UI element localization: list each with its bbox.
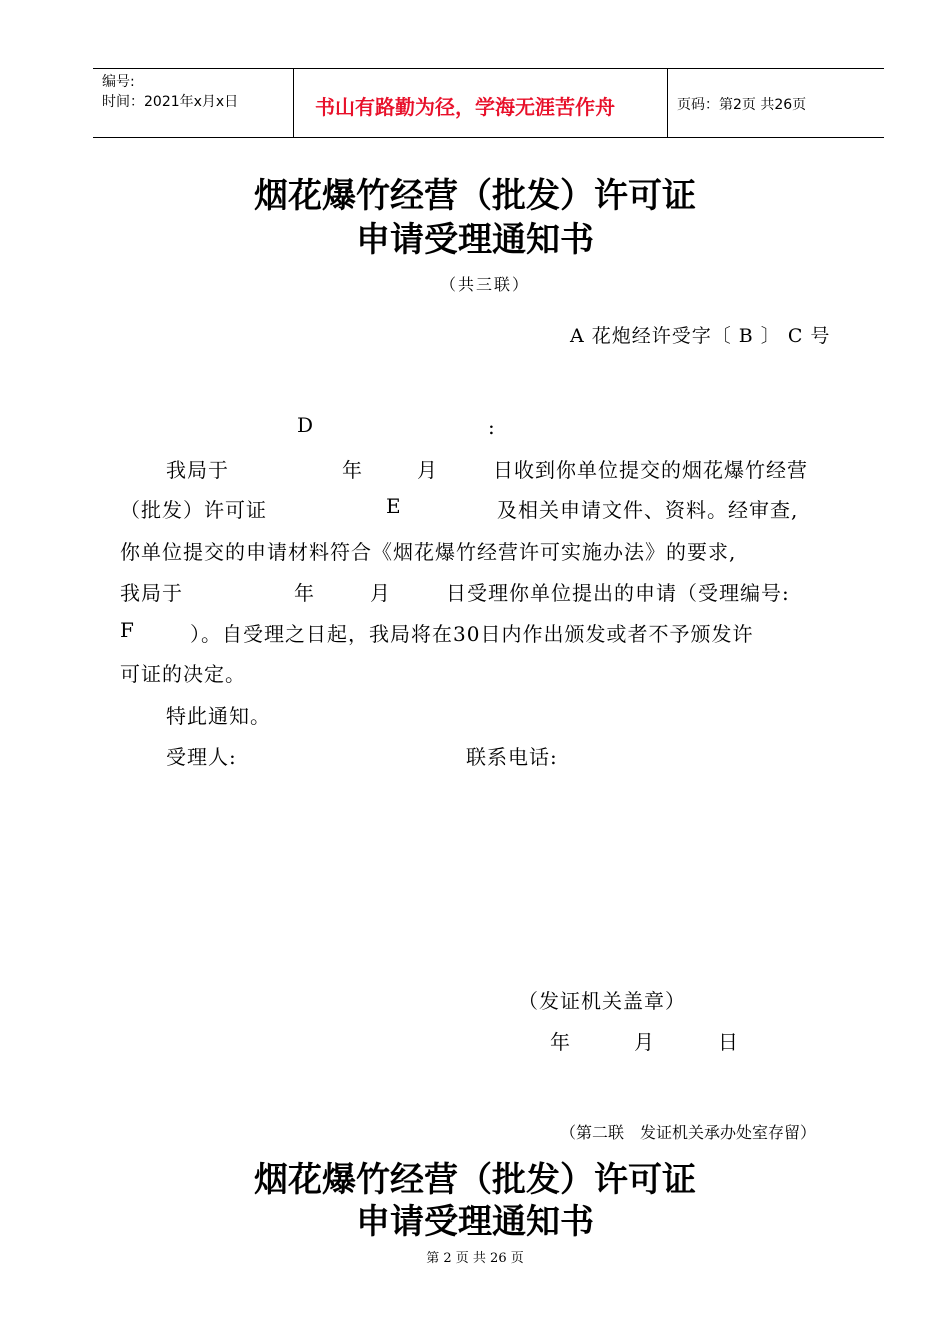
year-label: 年 <box>342 458 363 482</box>
copies-note: （共三联） <box>440 275 531 294</box>
serial-label: 编号: <box>102 74 135 90</box>
addressee-colon: : <box>488 415 496 439</box>
notice-title-line1: 烟花爆竹经营（批发）许可证 <box>254 176 696 216</box>
copy-note: （第二联 发证机关承办处室存留） <box>560 1123 817 1142</box>
addressee-placeholder: D <box>297 413 315 437</box>
paragraph-text: 可证的决定。 <box>120 662 246 686</box>
sign-month: 月 <box>634 1030 655 1054</box>
notice2-title-line2: 申请受理通知书 <box>356 1202 594 1242</box>
paragraph-text: 你单位提交的申请材料符合《烟花爆竹经营许可实施办法》的要求, <box>120 540 737 564</box>
sign-day: 日 <box>718 1030 739 1054</box>
motto: 书山有路勤为径，学海无涯苦作舟 <box>315 95 615 119</box>
paragraph-text: 及相关申请文件、资料。经审查, <box>497 498 799 522</box>
document-number: A 花炮经许受字〔 B 〕 C 号 <box>570 325 831 347</box>
notice-title-line2: 申请受理通知书 <box>356 220 594 260</box>
seal-note: （发证机关盖章） <box>518 989 686 1013</box>
page-footer: 第 2 页 共 26 页 <box>426 1251 524 1266</box>
header-divider <box>293 69 294 137</box>
year-label: 年 <box>294 581 315 605</box>
paragraph-text: 我局于 <box>120 581 183 605</box>
field-e: E <box>386 494 402 518</box>
paragraph-text: 我局于 <box>166 458 229 482</box>
hereby-notice: 特此通知。 <box>166 704 271 728</box>
month-label: 月 <box>417 458 438 482</box>
month-label: 月 <box>370 581 391 605</box>
page-header <box>93 68 884 138</box>
sign-year: 年 <box>550 1030 571 1054</box>
paragraph-text: 日收到你单位提交的烟花爆竹经营 <box>493 458 808 482</box>
handler-label: 受理人: <box>166 745 237 769</box>
paragraph-text: （批发）许可证 <box>120 498 267 522</box>
header-divider <box>667 69 668 137</box>
page-label: 页码：第2页 共26页 <box>677 97 807 113</box>
field-f: F <box>120 618 135 642</box>
time-label: 时间：2021年x月x日 <box>102 94 239 110</box>
notice2-title-line1: 烟花爆竹经营（批发）许可证 <box>254 1160 696 1200</box>
paragraph-text: ）。自受理之日起，我局将在30日内作出颁发或者不予颁发许 <box>190 622 754 646</box>
phone-label: 联系电话: <box>466 745 558 769</box>
paragraph-text: 日受理你单位提出的申请（受理编号: <box>446 581 790 605</box>
